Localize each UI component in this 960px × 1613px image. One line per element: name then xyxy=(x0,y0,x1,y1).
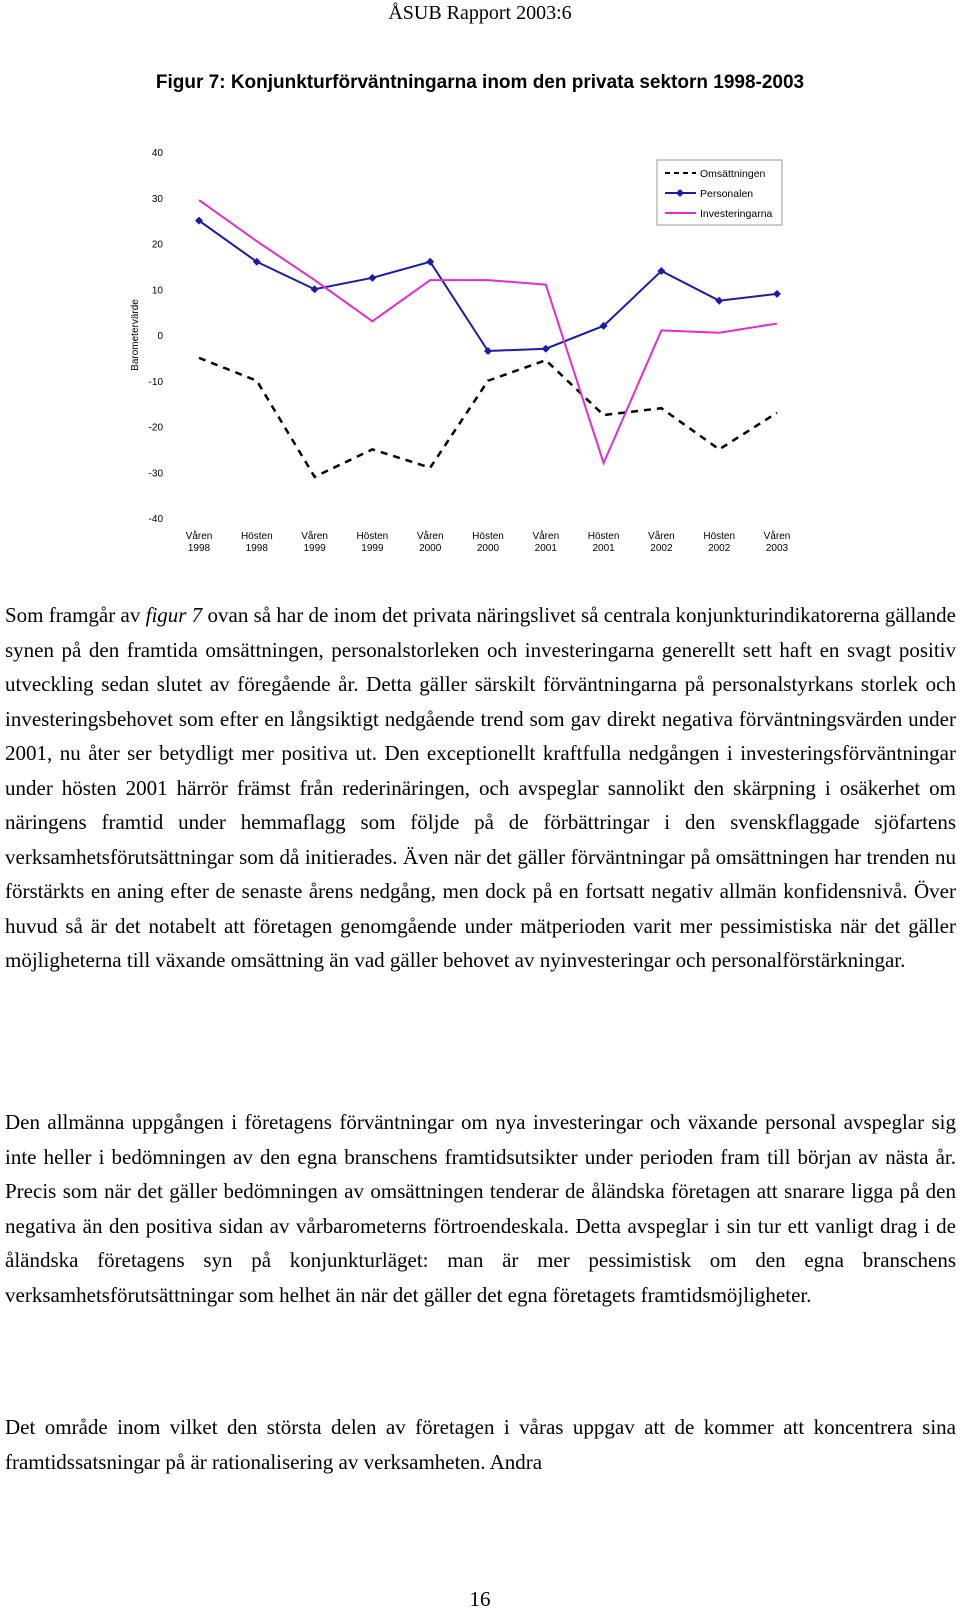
paragraph-2: Den allmänna uppgången i företagens förväntningar om nya investeringar och växande personal avspeglar sig inte heller i bedömningen av den egna branschens framtidsutsikter under perioden fram till början av nästa år. Precis som när det gäller bedömningen av omsättningen tenderar de åländska företagen att snarare ligga på den negativa än den positiva sidan av vårbarometerns förtroendeskala. Detta avspeglar i sin tur ett vanligt drag i de åländska företagens syn på konjunkturläget: man är mer pessimistisk om den egna branschens verksamhetsförutsättningar som helhet än när det gäller det egna företagets framtidsmöjligheter. xyxy=(5,1110,956,1307)
x-tick-label: Våren xyxy=(416,531,444,542)
y-axis xyxy=(130,148,163,525)
x-tick-label: Hösten xyxy=(240,531,273,542)
y-tick-label: 20 xyxy=(151,239,163,251)
x-tick-label: 2002 xyxy=(708,543,731,554)
data-point xyxy=(542,345,550,353)
paragraph-1 xyxy=(5,598,956,978)
x-tick-label: 1998 xyxy=(187,543,211,554)
series-line-2 xyxy=(199,200,777,463)
y-tick-label: -40 xyxy=(148,514,163,525)
y-tick-label: -10 xyxy=(148,376,163,388)
legend-label: Investeringarna xyxy=(700,208,773,220)
x-tick-label: 2000 xyxy=(476,543,500,554)
y-tick-label: 0 xyxy=(157,331,163,342)
figure-reference: figur 7 xyxy=(145,603,203,627)
data-point xyxy=(715,297,723,305)
y-tick-label: 40 xyxy=(151,148,163,159)
x-tick-label: 2002 xyxy=(650,543,673,554)
x-tick-label: 1999 xyxy=(303,543,326,554)
x-tick-label: Våren xyxy=(301,531,328,542)
x-tick-label: Våren xyxy=(648,531,675,542)
x-tick-label: 2000 xyxy=(419,543,442,554)
x-tick-label: Hösten xyxy=(587,531,620,542)
running-header: ÅSUB Rapport 2003:6 xyxy=(388,2,572,24)
chart-legend xyxy=(657,160,782,225)
y-tick-label: 10 xyxy=(151,285,163,297)
x-tick-label: Våren xyxy=(532,531,560,542)
x-axis xyxy=(186,530,791,554)
data-point xyxy=(773,290,781,298)
paragraph-3: Det område inom vilket den största delen av företagen i våras uppgav att de kommer att koncentrera sina framtidssatsningar på är rationalisering av verksamheten. Andra xyxy=(5,1415,956,1474)
x-tick-label: Hösten xyxy=(472,531,504,542)
x-tick-label: Våren xyxy=(185,531,213,542)
line-chart xyxy=(0,0,960,580)
x-tick-label: 2001 xyxy=(534,543,557,554)
legend-label: Omsättningen xyxy=(700,168,766,180)
legend-label: Personalen xyxy=(700,188,754,200)
x-tick-label: 1998 xyxy=(245,543,268,554)
paragraph-1-pre: Som framgår av xyxy=(5,603,146,627)
x-tick-label: Hösten xyxy=(356,531,389,542)
page-number: 16 xyxy=(469,1587,491,1611)
x-tick-label: 2001 xyxy=(592,543,615,554)
x-tick-label: 2003 xyxy=(765,543,789,554)
y-tick-label: 30 xyxy=(151,193,163,205)
x-tick-label: Våren xyxy=(763,531,791,542)
paragraph-1-post: ovan så har de inom det privata näringslivet så centrala konjunkturindikatorerna gällande synen på den framtida omsättningen, personalstorleken och investeringarna generellt sett haft en svagt positiv utveckling sedan slutet av föregående år. Detta gäller särskilt förväntningarna på personalstyrkans storlek och investeringsbehovet som efter en långsiktigt nedgående trend som gav direkt negativa förväntningsvärden under 2001, nu åter ser betydligt mer positiva ut. Den exceptionellt kraftfulla nedgången i investeringsförväntningar under hösten 2001 härrör främst från rederinäringen, och avspeglar sannolikt den skärpning i osäkerhet om näringens framtid under hemmaflagg som följde på de förbättringar i den svenskflaggade sjöfartens verksamhetsförutsättningar som då initierades. Även när det gäller förväntningar på omsättningen har trenden nu förstärkts en aning efter de senaste årens nedgång, men dock på en fortsatt negativ allmän konfidensnivå. Över huvud så är det notabelt att företagen genomgående under mätperioden varit mer pessimistiska när det gäller möjligheterna till växande omsättning än vad gäller behovet av nyinvesteringar och personalförstärkningar. xyxy=(5,603,956,972)
figure-caption: Figur 7: Konjunkturförväntningarna inom den privata sektorn 1998-2003 xyxy=(155,72,805,93)
data-point xyxy=(368,274,376,282)
y-tick-label: -20 xyxy=(148,422,163,434)
series-line-0 xyxy=(199,358,777,477)
x-tick-label: 1999 xyxy=(361,543,384,554)
series-layer xyxy=(195,200,781,477)
y-tick-label: -30 xyxy=(148,468,163,480)
y-axis-label: Barometervärde xyxy=(130,299,141,371)
x-tick-label: Hösten xyxy=(703,531,736,542)
data-point xyxy=(311,285,319,293)
